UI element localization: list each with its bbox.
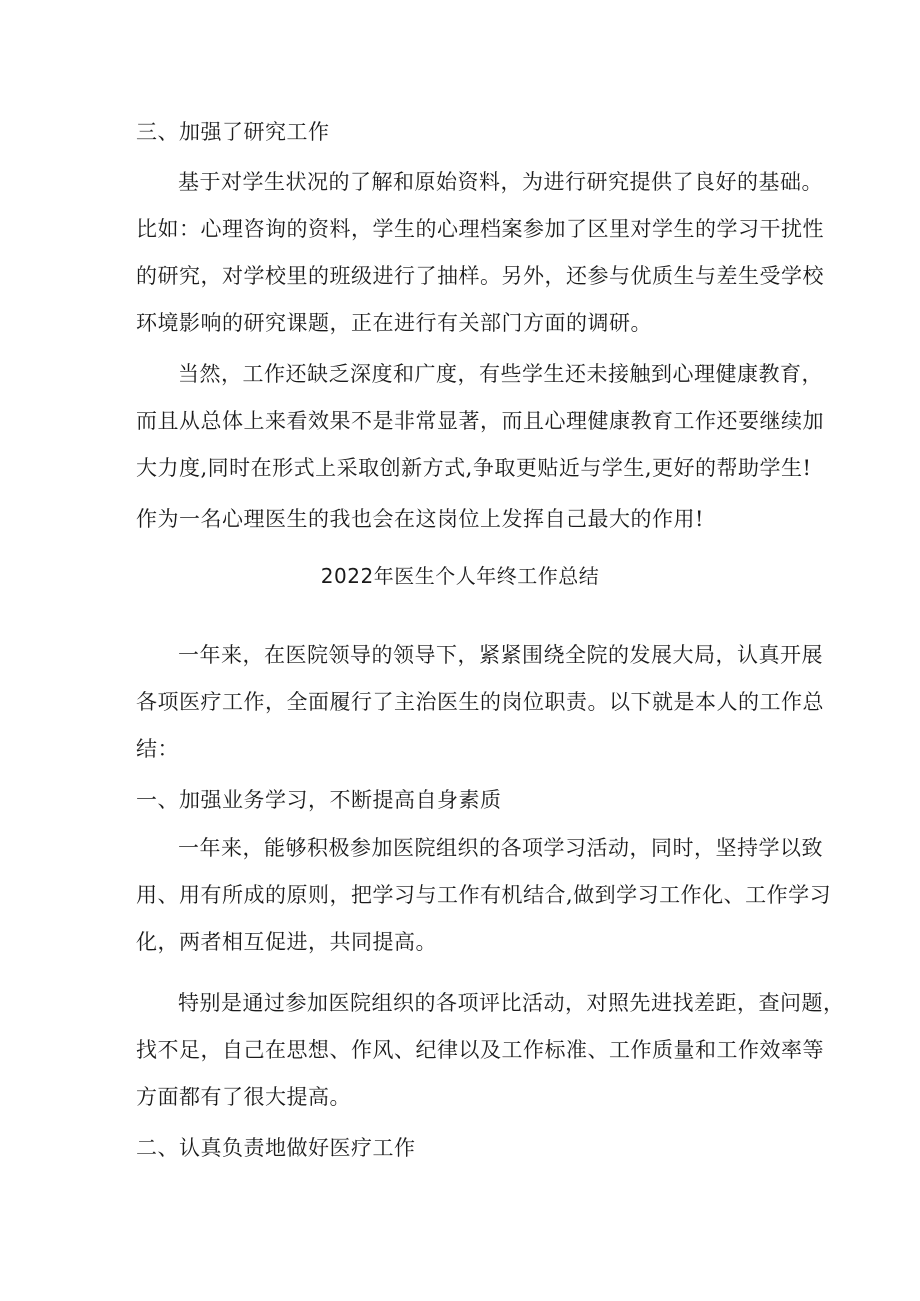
- document-title: 2022年医生个人年终工作总结: [320, 564, 600, 588]
- section3-para2-line1: 当然，工作还缺乏深度和广度，有些学生还未接触到心理健康教育，: [178, 362, 823, 386]
- section3-para1-line2: 比如：心理咨询的资料，学生的心理档案参加了区里对学生的学习干扰性: [136, 217, 824, 241]
- section3-para1-line1: 基于对学生状况的了解和原始资料，为进行研究提供了良好的基础。: [178, 170, 823, 194]
- section1-para1-line1: 一年来，能够积极参加医院组织的各项学习活动，同时，坚持学以致: [178, 836, 823, 860]
- intro-line2: 各项医疗工作，全面履行了主治医生的岗位职责。以下就是本人的工作总: [136, 690, 824, 714]
- intro-line1: 一年来，在医院领导的领导下，紧紧围绕全院的发展大局，认真开展: [178, 643, 823, 667]
- section2-heading: 二、认真负责地做好医疗工作: [136, 1136, 416, 1160]
- section3-para2-line2: 而且从总体上来看效果不是非常显著，而且心理健康教育工作还要继续加: [136, 409, 824, 433]
- section1-para1-line3: 化，两者相互促进，共同提高。: [136, 930, 437, 954]
- section1-heading: 一、加强业务学习，不断提高自身素质: [136, 788, 502, 812]
- section3-para2-line4: 作为一名心理医生的我也会在这岗位上发挥自己最大的作用!: [136, 507, 704, 531]
- section3-para1-line4: 环境影响的研究课题，正在进行有关部门方面的调研。: [136, 311, 652, 335]
- section3-para2-line3: 大力度,同时在形式上采取创新方式,争取更贴近与学生,更好的帮助学生!: [136, 456, 812, 480]
- section3-heading: 三、加强了研究工作: [136, 120, 330, 144]
- section1-para2-line3: 方面都有了很大提高。: [136, 1085, 351, 1109]
- section1-para2-line1: 特别是通过参加医院组织的各项评比活动，对照先进找差距，查问题，: [178, 991, 845, 1015]
- section1-para1-line2: 用、用有所成的原则，把学习与工作有机结合,做到学习工作化、工作学习: [136, 883, 832, 907]
- section3-para1-line3: 的研究，对学校里的班级进行了抽样。另外，还参与优质生与差生受学校: [136, 264, 824, 288]
- intro-line3: 结：: [136, 737, 179, 761]
- section1-para2-line2: 找不足，自己在思想、作风、纪律以及工作标准、工作质量和工作效率等: [136, 1038, 824, 1062]
